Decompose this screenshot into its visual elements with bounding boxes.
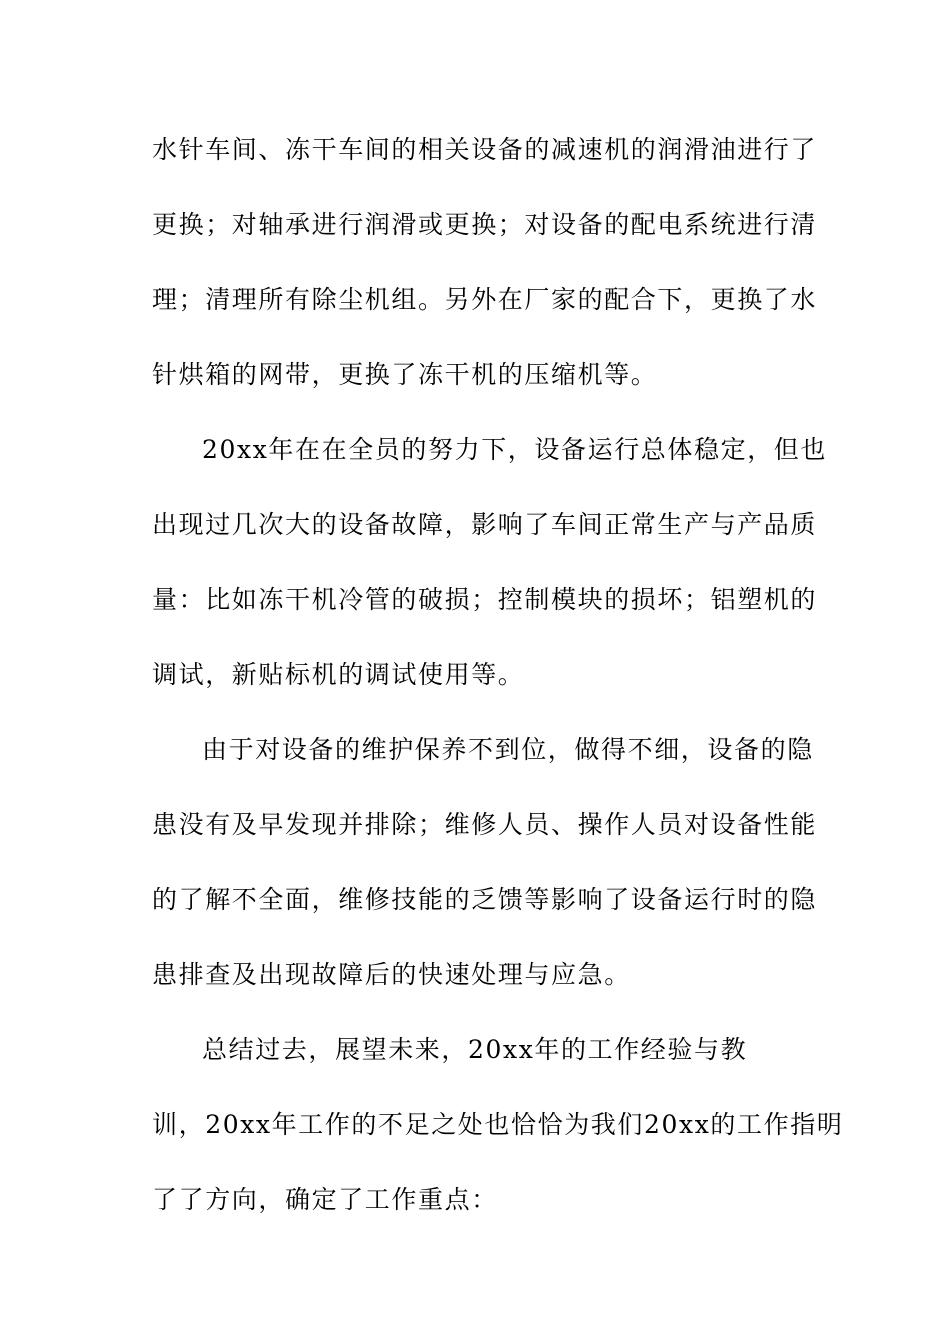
paragraph-3-line-4: 患排查及出现故障后的快速处理与应急。 [152, 960, 631, 989]
paragraph-3-line-1: 由于对设备的维护保养不到位，做得不细，设备的隐 [202, 735, 814, 764]
paragraph-2-line-4: 调试，新贴标机的调试使用等。 [152, 660, 525, 689]
paragraph-1-line-1: 水针车间、冻干车间的相关设备的减速机的润滑油进行了 [152, 135, 818, 164]
paragraph-3-line-3: 的了解不全面，维修技能的乏馈等影响了设备运行时的隐 [152, 885, 818, 914]
paragraph-4-line-1: 总结过去，展望未来，20xx年的工作经验与教 [202, 1035, 748, 1064]
paragraph-3-line-2: 患没有及早发现并排除；维修人员、操作人员对设备性能 [152, 810, 818, 839]
paragraph-2-line-2: 出现过几次大的设备故障，影响了车间正常生产与产品质 [152, 510, 818, 539]
paragraph-1-line-3: 理；清理所有除尘机组。另外在厂家的配合下，更换了水 [152, 285, 818, 314]
paragraph-4-line-2: 训，20xx年工作的不足之处也恰恰为我们20xx的工作指明 [152, 1110, 844, 1139]
paragraph-2-line-3: 量：比如冻干机冷管的破损；控制模块的损坏；铝塑机的 [152, 585, 818, 614]
paragraph-4-line-3: 了了方向，确定了工作重点： [152, 1185, 498, 1214]
paragraph-1-line-4: 针烘箱的网带，更换了冻干机的压缩机等。 [152, 360, 658, 389]
paragraph-1-line-2: 更换；对轴承进行润滑或更换；对设备的配电系统进行清 [152, 210, 818, 239]
paragraph-2-line-1: 20xx年在在全员的努力下，设备运行总体稳定，但也 [202, 435, 828, 464]
